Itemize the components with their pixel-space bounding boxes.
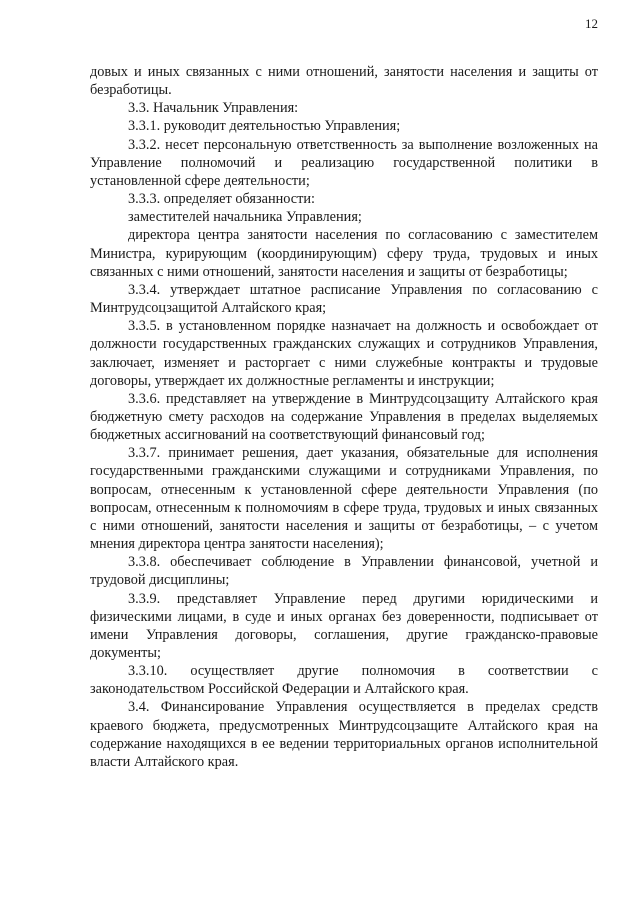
paragraph: 3.3.1. руководит деятельностью Управления; (128, 118, 401, 135)
document-body (90, 63, 598, 771)
paragraph: 3.3.9. представляет Управление перед другими юридическими и физическими лицами, в суде и иных органах без доверенности, подписывает от имени Управления договоры, соглашения, другие гражданско-правовые документы; (90, 590, 598, 661)
paragraph: 3.3.5. в установленном порядке назначает на должность и освобождает от должности государственных гражданских служащих и сотрудников Управления, заключает, изменяет и расторгает с ними служебные контракты и трудовые договоры, утверждает их должностные регламенты и инструкции; (90, 318, 598, 389)
paragraph: 3.3.6. представляет на утверждение в Минтрудсоцзащиту Алтайского края бюджетную смету расходов на содержание Управления в пределах выделяемых бюджетных ассигнований на соответствующий финансовый год; (90, 390, 598, 444)
paragraph: 3.3. Начальник Управления: (128, 100, 299, 117)
paragraph: 3.3.7. принимает решения, дает указания, обязательные для исполнения государственными гражданскими служащими и сотрудниками Управления, по вопросам, отнесенным к установленной сфере деятельности Управления (по вопросам, отнесенным к полномочиям в сфере труда, трудовых и иных связанных с ними отношений, занятости населения и защиты от безработицы, – с учетом мнения директора центра занятости населения); (90, 445, 598, 553)
paragraph: 3.3.10. осуществляет другие полномочия в соответствии с законодательством Российской Федерации и Алтайского края. (90, 663, 598, 698)
paragraph: 3.3.8. обеспечивает соблюдение в Управлении финансовой, учетной и трудовой дисциплины; (90, 554, 598, 589)
paragraph: заместителей начальника Управления; (128, 209, 362, 226)
paragraph: 3.3.4. утверждает штатное расписание Управления по согласованию с Минтрудсоцзащитой Алтайского края; (90, 281, 598, 317)
paragraph: 3.3.2. несет персональную ответственность за выполнение возложенных на Управление полномочий и реализацию государственной политики в установленной сфере деятельности; (90, 136, 598, 189)
paragraph: директора центра занятости населения по согласованию с заместителем Министра, курирующим (координирующим) сферу труда, трудовых и иных связанных с ними отношений, занятости населения и защиты от безработицы; (90, 227, 598, 280)
page-number: 12 (585, 16, 598, 31)
paragraph: довых и иных связанных с ними отношений, занятости населения и защиты от безработицы. (90, 64, 598, 99)
paragraph: 3.4. Финансирование Управления осуществляется в пределах средств краевого бюджета, предусмотренных Минтрудсоцзащите Алтайского края на содержание находящихся в ее ведении территориальных органов исполнительной власти Алтайского края. (90, 699, 598, 770)
paragraph: 3.3.3. определяет обязанности: (128, 191, 316, 208)
